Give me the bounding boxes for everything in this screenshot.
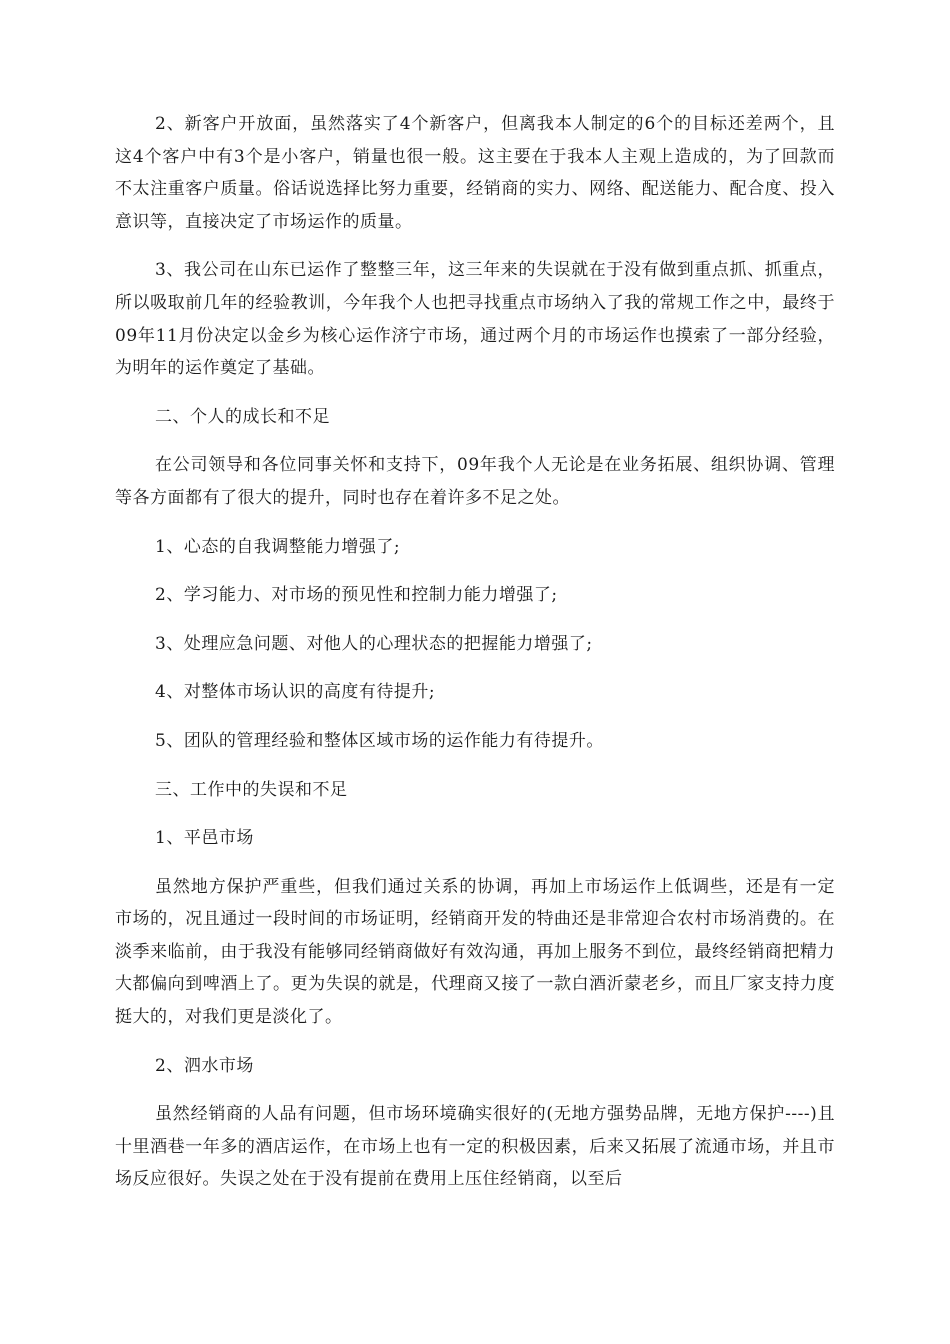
list-item-learning: 2、学习能力、对市场的预见性和控制力能力增强了;: [155, 585, 558, 606]
document-body: [115, 108, 835, 1212]
subheading-pingyi-market: 1、平邑市场: [155, 828, 254, 849]
list-item-team-management: 5、团队的管理经验和整体区域市场的运作能力有待提升。: [155, 730, 604, 751]
list-item-market-awareness: 4、对整体市场认识的高度有待提升;: [155, 682, 436, 703]
paragraph-pingyi-details: 虽然地方保护严重些，但我们通过关系的协调，再加上市场运作上低调些，还是有一定市场的，况且通过一段时间的市场证明，经销商开发的特曲还是非常迎合农村市场消费的。在淡季来临前，由于我没有能够同经销商做好有效沟通，再加上服务不到位，最终经销商把精力大都偏向到啤酒上了。更为失误的就是，代理商又接了一款白酒沂蒙老乡，而且厂家支持力度挺大的，对我们更是淡化了。: [115, 876, 835, 1028]
section-heading-mistakes: 三、工作中的失误和不足: [155, 779, 348, 800]
paragraph-new-clients: 2、新客户开放面，虽然落实了4个新客户，但离我本人制定的6个的目标还差两个，且这4个客户中有3个是小客户，销量也很一般。这主要在于我本人主观上造成的，为了回款而不太注重客户质量。俗话说选择比努力重要，经销商的实力、网络、配送能力、配合度、投入意识等，直接决定了市场运作的质量。: [115, 114, 835, 232]
list-item-emergency-handling: 3、处理应急问题、对他人的心理状态的把握能力增强了;: [155, 633, 593, 654]
subheading-sishui-market: 2、泗水市场: [155, 1055, 254, 1076]
paragraph-shandong-three-years: 3、我公司在山东已运作了整整三年，这三年来的失误就在于没有做到重点抓、抓重点，所以吸取前几年的经验教训，今年我个人也把寻找重点市场纳入了我的常规工作之中，最终于09年11月份决定以金乡为核心运作济宁市场，通过两个月的市场运作也摸索了一部分经验，为明年的运作奠定了基础。: [115, 260, 835, 379]
section-heading-personal-growth: 二、个人的成长和不足: [155, 406, 330, 427]
list-item-mindset: 1、心态的自我调整能力增强了;: [155, 536, 401, 557]
paragraph-sishui-details: 虽然经销商的人品有问题，但市场环境确实很好的(无地方强势品牌，无地方保护----)且十里酒巷一年多的酒店运作，在市场上也有一定的积极因素，后来又拓展了流通市场，并且市场反应很好。失误之处在于没有提前在费用上压住经销商，以至后: [115, 1104, 835, 1190]
paragraph-growth-intro: 在公司领导和各位同事关怀和支持下，09年我个人无论是在业务拓展、组织协调、管理等各方面都有了很大的提升，同时也存在着许多不足之处。: [115, 455, 835, 508]
